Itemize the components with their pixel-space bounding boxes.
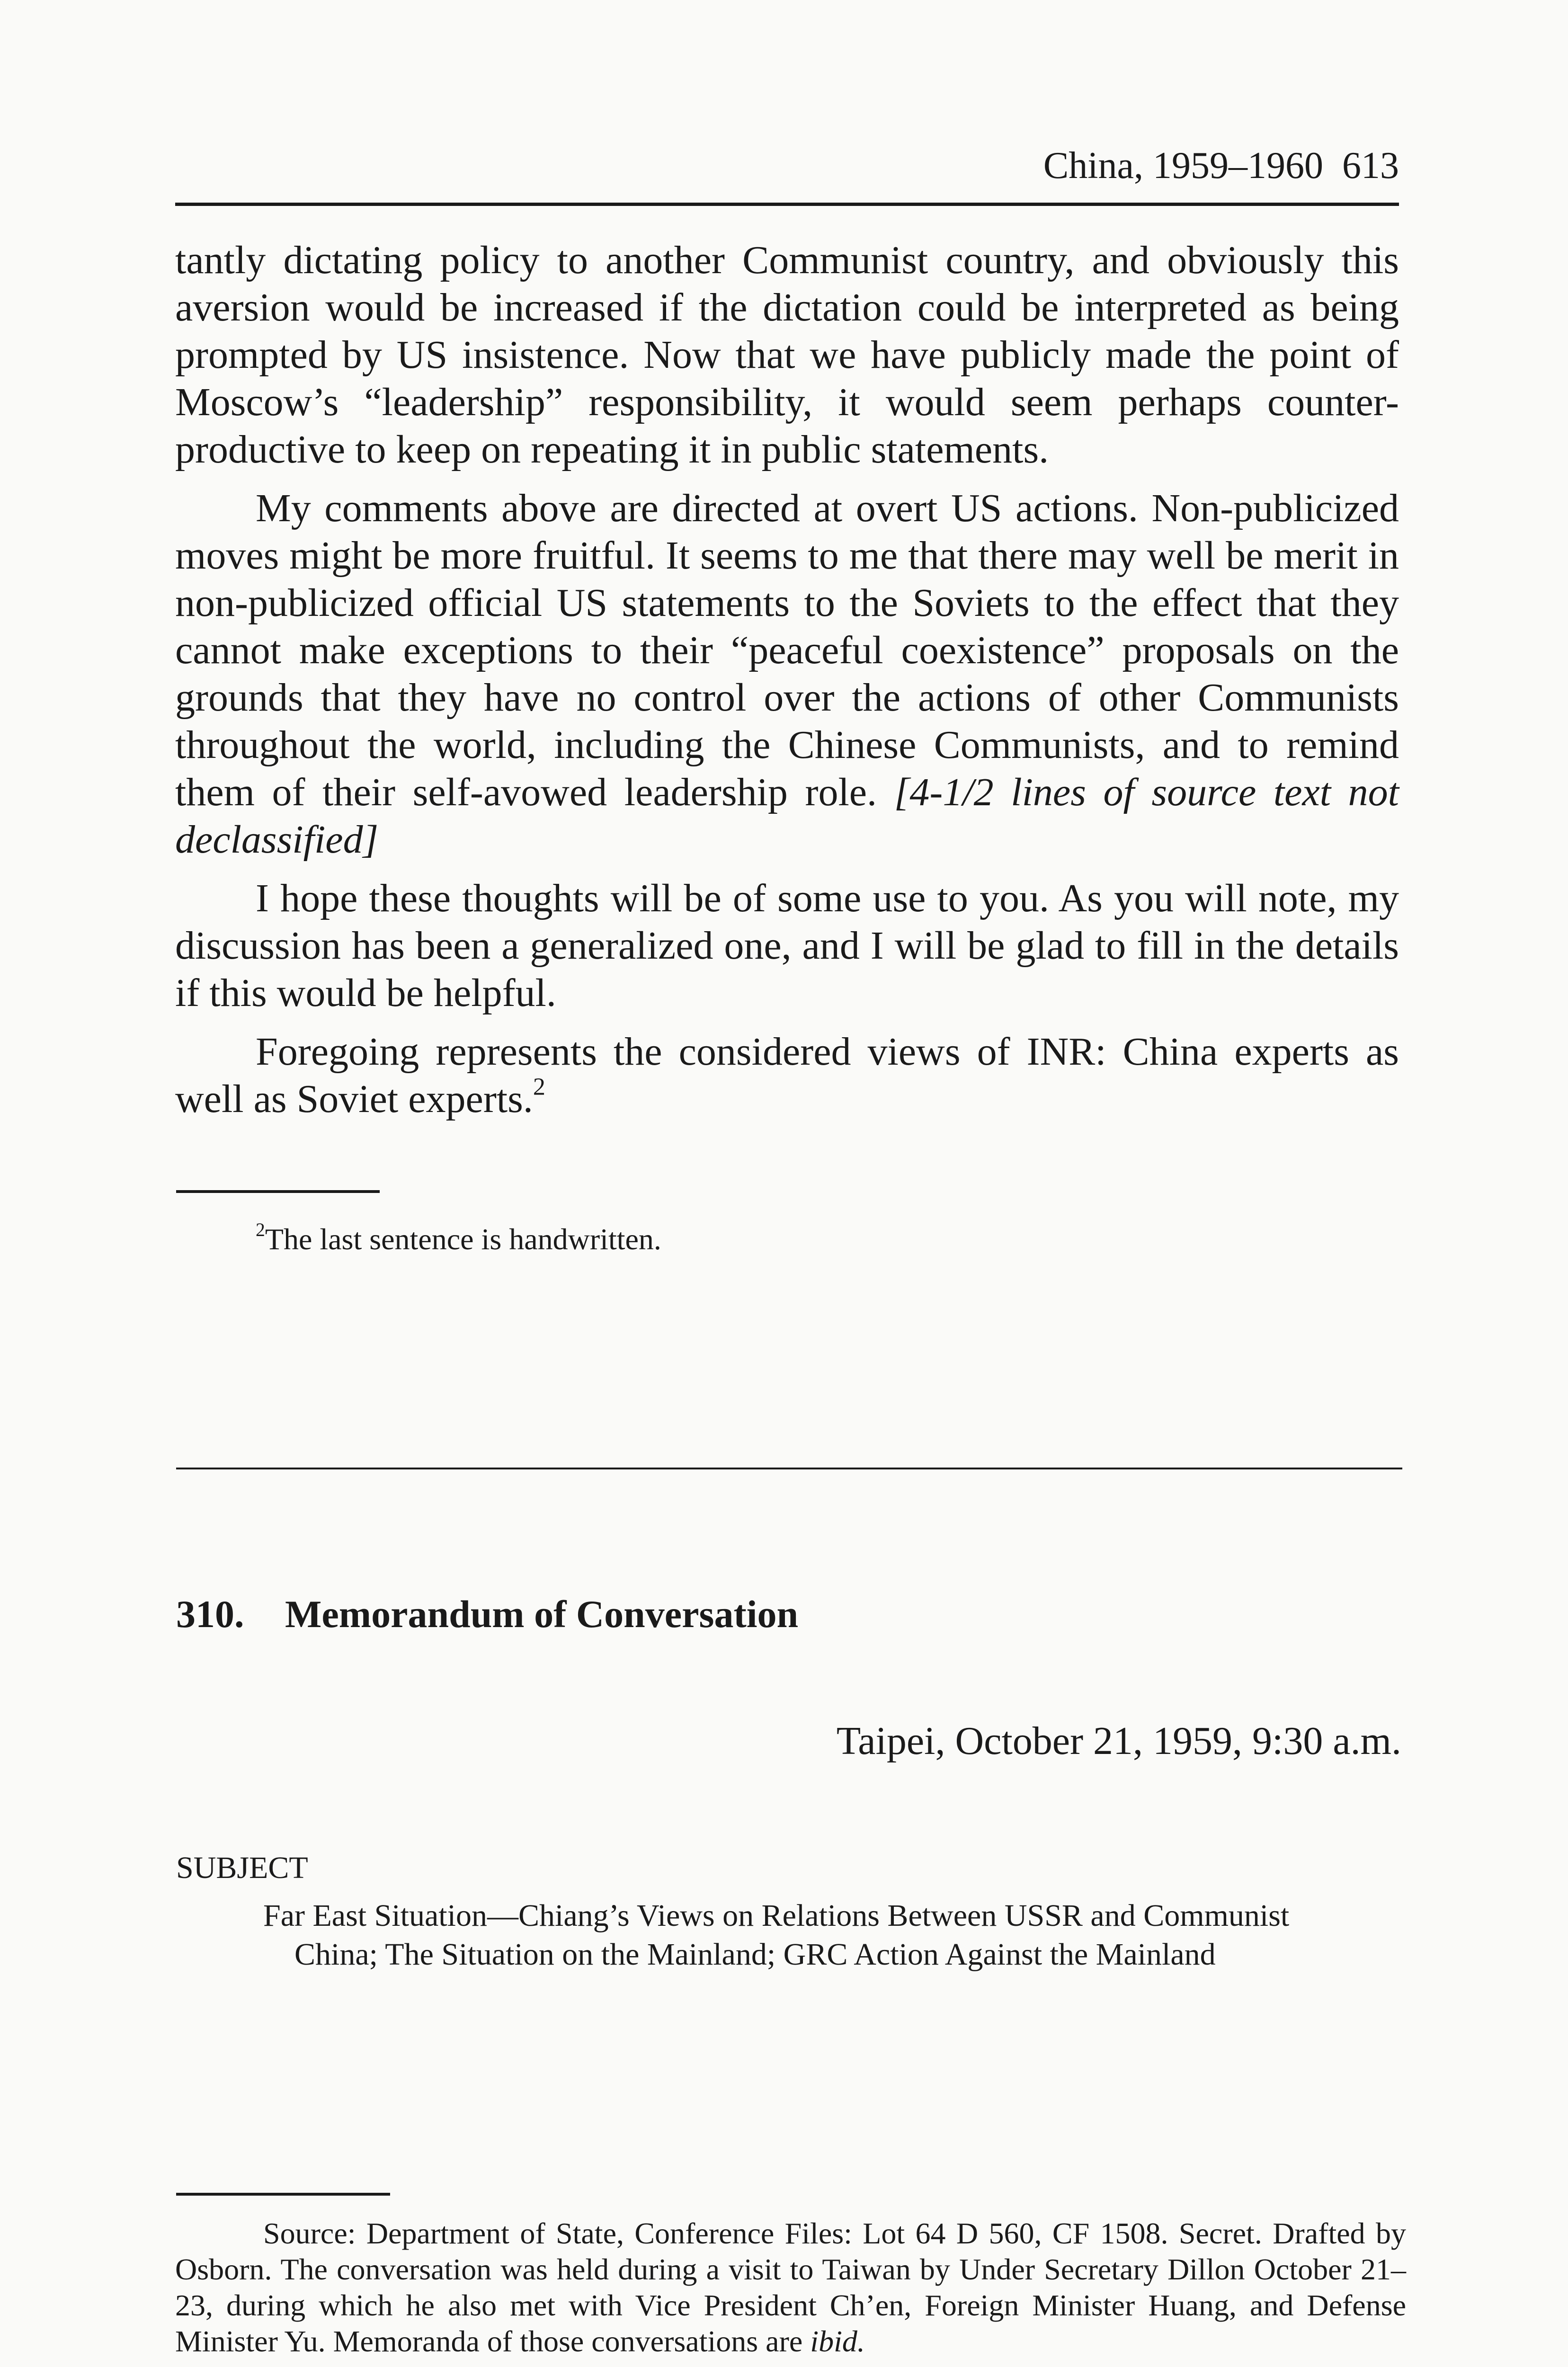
subject-label: SUBJECT [176, 1851, 308, 1885]
footnote-2 [256, 1220, 1297, 1258]
paragraph-4-text: Foregoing represents the considered views of INR: China experts as well as Soviet experts. [175, 1030, 1399, 1121]
declassification-note: [4-1/2 lines of source text not declassified] [175, 770, 1399, 862]
running-title: China, 1959–1960 [1043, 145, 1323, 187]
source-note-ibid: ibid. [810, 2324, 865, 2358]
document-title: Memorandum of Conversation [285, 1593, 799, 1636]
dateline: Taipei, October 21, 1959, 9:30 a.m. [836, 1719, 1401, 1763]
running-header [175, 142, 1399, 200]
continuation-text [175, 237, 1399, 1134]
source-note-text: Source: Department of State, Conference Files: Lot 64 D 560, CF 1508. Secret. Drafted by Osborn. The conversation was held during a visit to Taiwan by Under Secretary Dillon October 21–23, during which he also met with Vice President Ch’en, Foreign Minister Huang, and Defense Minister Yu. Memoranda of those conversations are [175, 2216, 1406, 2358]
footnote-rule [176, 1190, 380, 1193]
section-divider [176, 1468, 1402, 1469]
subject-text [263, 1896, 1399, 1974]
paragraph-4 [175, 1028, 1399, 1123]
paragraph-2-text: My comments above are directed at overt US actions. Non-publicized moves might be more fruitful. It seems to me that there may well be merit in non-publicized official US statements to the Soviets to the effect that they cannot make exceptions to their “peaceful coexistence” proposals on the grounds that they have no control over the actions of other Communists throughout the world, including the Chinese Communists, and to remind them of their self-avowed leadership role. [175, 486, 1399, 814]
subject-line-1: Far East Situation—Chiang’s Views on Relations Between USSR and Communist [263, 1898, 1290, 1933]
paragraph-2 [175, 485, 1399, 863]
source-note-rule [176, 2193, 390, 2196]
document-number: 310. [176, 1593, 244, 1636]
document-heading [176, 1591, 1360, 1638]
header-rule [175, 203, 1399, 206]
source-note [175, 2216, 1406, 2359]
subject-line-2: China; The Situation on the Mainland; GRC Action Against the Mainland [294, 1937, 1216, 1972]
paragraph-3: I hope these thoughts will be of some use to you. As you will note, my discussion has been a generalized one, and I will be glad to fill in the details if this would be helpful. [175, 876, 1399, 1015]
paragraph-1: tantly dictating policy to another Communist country, and obviously this aversion would be increased if the dictation could be interpreted as being prompted by US insistence. Now that we have publicly made the point of Moscow’s “leadership” responsibility, it would seem perhaps counter-productive to keep on repeating it in public statements. [175, 238, 1399, 472]
footnote-reference: 2 [533, 1073, 545, 1101]
footnote-marker: 2 [256, 1219, 265, 1241]
page-number: 613 [1342, 145, 1399, 187]
footnote-text: The last sentence is handwritten. [265, 1222, 661, 1256]
